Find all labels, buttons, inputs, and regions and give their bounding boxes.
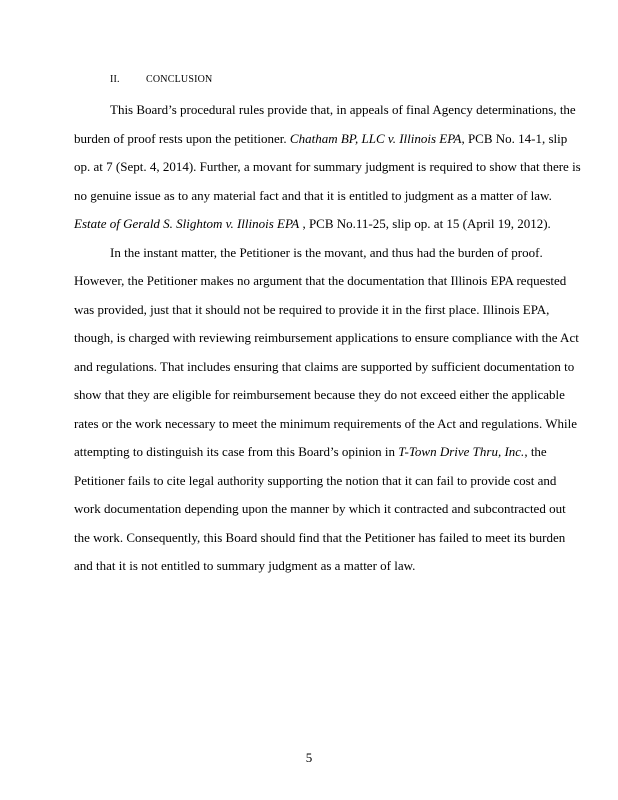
text-run: , the (524, 444, 547, 459)
text-run: no genuine issue as to any material fact and that it is entitled to judgment as a matter of law. (74, 188, 552, 203)
paragraph-2-line-7 (74, 416, 577, 432)
page-number: 5 (305, 750, 313, 765)
paragraph-1-line-2 (74, 131, 567, 147)
section-title: CONCLUSION (146, 74, 213, 85)
text-run: burden of proof rests upon the petitioner. (74, 131, 290, 146)
paragraph-2-line-11 (74, 530, 565, 546)
paragraph-2-line-8 (74, 444, 547, 460)
paragraph-2-line-10 (74, 501, 566, 517)
paragraph-2-line-12 (74, 558, 415, 574)
paragraph-1-line-5 (74, 216, 551, 232)
case-citation: Estate of Gerald S. Slightom v. Illinois EPA (74, 216, 300, 231)
text-run: attempting to distinguish its case from this Board’s opinion in (74, 444, 399, 459)
paragraph-2-line-6 (74, 387, 565, 403)
paragraph-2-line-3 (74, 302, 549, 318)
section-number: II. (110, 74, 120, 85)
paragraph-2-line-9 (74, 473, 556, 489)
case-citation: Chatham BP, LLC v. Illinois EPA (289, 131, 462, 146)
paragraph-1-line-1 (110, 102, 576, 118)
paragraph-2-line-5 (74, 359, 574, 375)
text-run: However, the Petitioner makes no argument that the documentation that Illinois EPA requested (74, 273, 567, 288)
text-run: In the instant matter, the Petitioner is the movant, and thus had the burden of proof. (110, 245, 543, 260)
text-run: was provided, just that it should not be required to provide it in the first place. Illinois EPA, (74, 302, 550, 317)
text-run: and that it is not entitled to summary judgment as a matter of law. (74, 558, 416, 573)
case-citation: T-Town Drive Thru, Inc. (398, 444, 525, 459)
text-run: Petitioner fails to cite legal authority supporting the notion that it can fail to provide cost and (74, 473, 557, 488)
text-run: rates or the work necessary to meet the minimum requirements of the Act and regulations. While (74, 416, 578, 431)
paragraph-1-line-3 (74, 159, 581, 175)
text-run: the work. Consequently, this Board should find that the Petitioner has failed to meet its burden (74, 530, 566, 545)
section-heading (110, 74, 212, 85)
text-run: This Board’s procedural rules provide that, in appeals of final Agency determinations, the (110, 102, 576, 117)
paragraph-2-line-2 (74, 273, 566, 289)
paragraph-2-line-1 (110, 245, 543, 261)
text-run: work documentation depending upon the manner by which it contracted and subcontracted out (74, 501, 566, 516)
paragraph-2-line-4 (74, 330, 579, 346)
text-run: though, is charged with reviewing reimbursement applications to ensure compliance with the Act (74, 330, 579, 345)
text-run: and regulations. That includes ensuring that claims are supported by sufficient documentation to (74, 359, 575, 374)
text-run: , PCB No. 14-1, slip (461, 131, 568, 146)
paragraph-1-line-4 (74, 188, 552, 204)
text-run: show that they are eligible for reimbursement because they do not exceed either the applicable (74, 387, 565, 402)
text-run: op. at 7 (Sept. 4, 2014). Further, a movant for summary judgment is required to show that there is (74, 159, 581, 174)
text-run: , PCB No.11-25, slip op. at 15 (April 19, 2012). (299, 216, 551, 231)
